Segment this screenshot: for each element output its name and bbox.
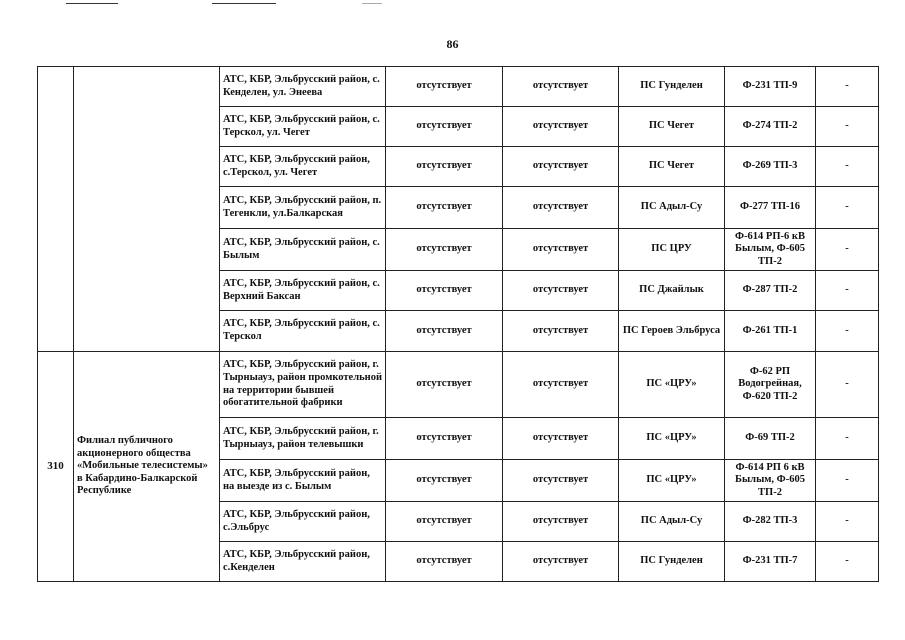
substation-cell: ПС Гунделен — [619, 542, 725, 582]
address-cell: АТС, КБР, Эльбрусский район, с.Эльбрус — [220, 502, 386, 542]
value-cell: отсутствует — [503, 67, 619, 107]
value-cell: отсутствует — [386, 352, 503, 418]
value-cell: отсутствует — [503, 187, 619, 229]
value-cell: отсутствует — [503, 271, 619, 311]
value-cell: отсутствует — [386, 107, 503, 147]
value-cell: отсутствует — [503, 311, 619, 352]
value-cell: отсутствует — [503, 418, 619, 460]
substation-cell: ПС Адыл-Су — [619, 187, 725, 229]
dash-cell: - — [816, 271, 879, 311]
address-cell: АТС, КБР, Эльбрусский район, с. Терскол — [220, 311, 386, 352]
feeder-cell: Ф-69 ТП-2 — [725, 418, 816, 460]
table-row — [38, 67, 879, 107]
feeder-cell: Ф-277 ТП-16 — [725, 187, 816, 229]
substation-cell: ПС «ЦРУ» — [619, 352, 725, 418]
substation-cell: ПС ЦРУ — [619, 229, 725, 271]
substation-cell: ПС Чегет — [619, 107, 725, 147]
substation-cell: ПС Адыл-Су — [619, 502, 725, 542]
value-cell: отсутствует — [386, 187, 503, 229]
dash-cell: - — [816, 352, 879, 418]
value-cell: отсутствует — [386, 271, 503, 311]
organization-cell — [74, 67, 220, 352]
feeder-cell: Ф-261 ТП-1 — [725, 311, 816, 352]
value-cell: отсутствует — [503, 229, 619, 271]
address-cell: АТС, КБР, Эльбрусский район, с. Былым — [220, 229, 386, 271]
substation-cell: ПС Гунделен — [619, 67, 725, 107]
dash-cell: - — [816, 418, 879, 460]
header-mark-line — [212, 3, 276, 4]
table-row — [38, 352, 879, 418]
substation-cell: ПС «ЦРУ» — [619, 460, 725, 502]
substation-cell: ПС Героев Эльбруса — [619, 311, 725, 352]
organization-cell: Филиал публичного акционерного общества «Мобильные телесистемы» в Кабардино-Балкарской Республике — [74, 352, 220, 582]
value-cell: отсутствует — [386, 460, 503, 502]
address-cell: АТС, КБР, Эльбрусский район, с.Кенделен — [220, 542, 386, 582]
feeder-cell: Ф-614 РП 6 кВ Былым, Ф-605 ТП-2 — [725, 460, 816, 502]
address-cell: АТС, КБР, Эльбрусский район, с.Терскол, ул. Чегет — [220, 147, 386, 187]
value-cell: отсутствует — [386, 542, 503, 582]
dash-cell: - — [816, 187, 879, 229]
page-number: 86 — [446, 37, 459, 51]
dash-cell: - — [816, 229, 879, 271]
value-cell: отсутствует — [503, 352, 619, 418]
header-mark-line — [362, 3, 382, 4]
address-cell: АТС, КБР, Эльбрусский район, с. Кенделен, ул. Энеева — [220, 67, 386, 107]
value-cell: отсутствует — [503, 460, 619, 502]
header-mark-line — [66, 3, 118, 4]
value-cell: отсутствует — [503, 147, 619, 187]
address-cell: АТС, КБР, Эльбрусский район, п. Тегенкли, ул.Балкарская — [220, 187, 386, 229]
dash-cell: - — [816, 311, 879, 352]
address-cell: АТС, КБР, Эльбрусский район, г. Тырныауз, район промкотельной на территории бывшей обогатительной фабрики — [220, 352, 386, 418]
value-cell: отсутствует — [386, 147, 503, 187]
address-cell: АТС, КБР, Эльбрусский район, на выезде из с. Былым — [220, 460, 386, 502]
feeder-cell: Ф-269 ТП-3 — [725, 147, 816, 187]
substation-cell: ПС Чегет — [619, 147, 725, 187]
substation-cell: ПС «ЦРУ» — [619, 418, 725, 460]
value-cell: отсутствует — [386, 229, 503, 271]
feeder-cell: Ф-231 ТП-9 — [725, 67, 816, 107]
feeder-cell: Ф-614 РП-6 кВ Былым, Ф-605 ТП-2 — [725, 229, 816, 271]
address-cell: АТС, КБР, Эльбрусский район, г. Тырныауз, район телевышки — [220, 418, 386, 460]
feeder-cell: Ф-287 ТП-2 — [725, 271, 816, 311]
value-cell: отсутствует — [386, 67, 503, 107]
row-number-cell — [38, 67, 74, 352]
feeder-cell: Ф-231 ТП-7 — [725, 542, 816, 582]
dash-cell: - — [816, 542, 879, 582]
value-cell: отсутствует — [503, 542, 619, 582]
substations-table — [37, 66, 879, 582]
dash-cell: - — [816, 67, 879, 107]
dash-cell: - — [816, 460, 879, 502]
value-cell: отсутствует — [386, 502, 503, 542]
value-cell: отсутствует — [503, 107, 619, 147]
dash-cell: - — [816, 502, 879, 542]
value-cell: отсутствует — [386, 418, 503, 460]
feeder-cell: Ф-282 ТП-3 — [725, 502, 816, 542]
feeder-cell: Ф-62 РП Водогрейная, Ф-620 ТП-2 — [725, 352, 816, 418]
row-number-cell: 310 — [38, 352, 74, 582]
value-cell: отсутствует — [503, 502, 619, 542]
address-cell: АТС, КБР, Эльбрусский район, с. Верхний Баксан — [220, 271, 386, 311]
address-cell: АТС, КБР, Эльбрусский район, с. Терскол, ул. Чегет — [220, 107, 386, 147]
value-cell: отсутствует — [386, 311, 503, 352]
feeder-cell: Ф-274 ТП-2 — [725, 107, 816, 147]
substation-cell: ПС Джайлык — [619, 271, 725, 311]
dash-cell: - — [816, 107, 879, 147]
dash-cell: - — [816, 147, 879, 187]
